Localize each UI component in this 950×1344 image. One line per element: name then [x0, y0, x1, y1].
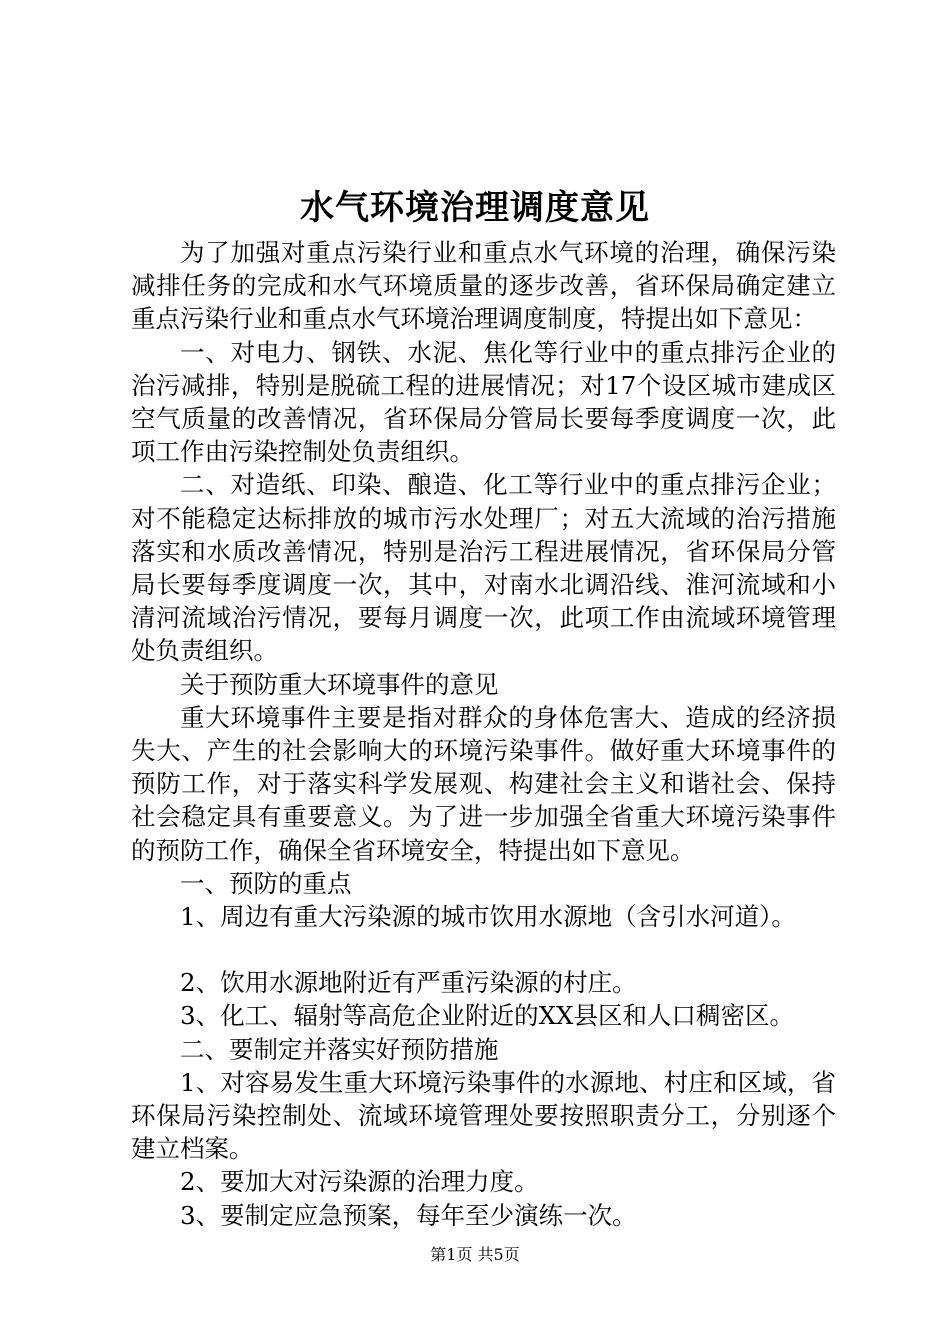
subheading-measures: 二、要制定并落实好预防措施 — [180, 1034, 499, 1064]
list-item: 1、对容易发生重大环境污染事件的水源地、村庄和区域，省环保局污染控制处、流域环境管理处要按照职责分工，分别逐个建立档案。 — [131, 1067, 836, 1164]
paragraph-intro: 为了加强对重点污染行业和重点水气环境的治理，确保污染减排任务的完成和水气环境质量的逐步改善，省环保局确定建立重点污染行业和重点水气环境治理调度制度，特提出如下意见： — [131, 238, 836, 334]
list-item: 2、要加大对污染源的治理力度。 — [180, 1167, 539, 1197]
document-title: 水气环境治理调度意见 — [300, 188, 650, 228]
list-item: 3、要制定应急预案，每年至少演练一次。 — [180, 1200, 637, 1230]
section-heading: 关于预防重大环境事件的意见 — [180, 669, 499, 699]
paragraph-item-one: 一、对电力、钢铁、水泥、焦化等行业中的重点排污企业的治污减排，特别是脱硫工程的进展情况；对17个设区城市建成区空气质量的改善情况，省环保局分管局长要每季度调度一次，此项工作由污染控制处负责组织。 — [131, 337, 836, 467]
document-body — [131, 236, 836, 1232]
list-item: 3、化工、辐射等高危企业附近的XX县区和人口稠密区。 — [180, 1001, 794, 1031]
subheading-key-points: 一、预防的重点 — [180, 868, 352, 898]
list-item: 1、周边有重大污染源的城市饮用水源地（含引水河道）。 — [180, 902, 796, 932]
page-footer: 第1页 共5页 — [430, 1245, 520, 1264]
list-item: 2、饮用水源地附近有严重污染源的村庄。 — [180, 968, 637, 998]
paragraph-section-intro: 重大环境事件主要是指对群众的身体危害大、造成的经济损失大、产生的社会影响大的环境污染事件。做好重大环境事件的预防工作，对于落实科学发展观、构建社会主义和谐社会、保持社会稳定具有重要意义。为了进一步加强全省重大环境污染事件的预防工作，确保全省环境安全，特提出如下意见。 — [131, 702, 836, 865]
paragraph-item-two: 二、对造纸、印染、酿造、化工等行业中的重点排污企业；对不能稳定达标排放的城市污水处理厂；对五大流域的治污措施落实和水质改善情况，特别是治污工程进展情况，省环保局分管局长要每季度调度一次，其中，对南水北调沿线、淮河流域和小清河流域治污情况，要每月调度一次，此项工作由流域环境管理处负责组织。 — [131, 470, 836, 666]
